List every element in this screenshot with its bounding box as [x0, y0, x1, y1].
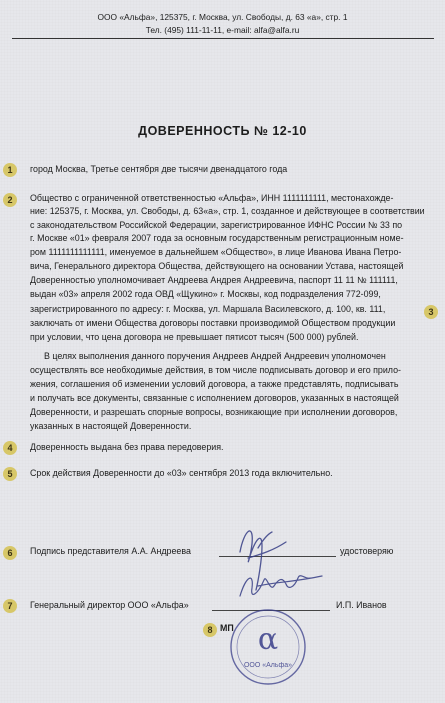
representative-signature-label: Подпись представителя А.А. Андреева	[30, 546, 191, 556]
powers-line: указанных в настоящей Доверенности.	[30, 421, 192, 431]
item-2-line: заключать от имени Общества договоры поставки производимой Обществом продукции	[30, 318, 396, 328]
letterhead-address: ООО «Альфа», 125375, г. Москва, ул. Свободы, д. 63 «а», стр. 1	[97, 12, 348, 22]
letterhead-contacts: Тел. (495) 111-11-11, e-mail: alfa@alfa.ru	[145, 25, 300, 35]
item-2-line: выдан «03» апреля 2002 года ОВД «Щукино» г. Москвы, код подразделения 772-099,	[30, 289, 381, 299]
marker-3: 3	[424, 305, 438, 319]
marker-4: 4	[3, 441, 17, 455]
document-title: ДОВЕРЕННОСТЬ № 12-10	[138, 124, 307, 138]
item-2-line: ром 1111111111111, именуемое в дальнейшем «Общество», в лице Иванова Ивана Петро-	[30, 247, 402, 257]
powers-line: осуществлять все необходимые действия, в том числе подписывать договор и его прило-	[30, 365, 401, 375]
marker-2: 2	[3, 193, 17, 207]
item-5-validity-term: Срок действия Доверенности до «03» сентября 2013 года включительно.	[30, 468, 333, 478]
item-2-line: г. Москве «01» февраля 2007 года за основным государственным регистрационным номе-	[30, 233, 404, 243]
powers-line: жения, соглашения об изменении условий договора, а также представлять, подписывать	[30, 379, 399, 389]
letterhead-rule	[12, 38, 434, 39]
item-2-line: ние: 125375, г. Москва, ул. Свободы, д. 63«а», стр. 1, созданное и действующее в соответствии	[30, 206, 425, 216]
director-title-label: Генеральный директор ООО «Альфа»	[30, 600, 189, 610]
item-2-line: при условии, что цена договора не превышает пятисот тысяч (500 000) рублей.	[30, 332, 359, 342]
seal-company-text: ООО «Альфа»	[243, 662, 293, 669]
item-2-line: вича, Генерального директора Общества, действующего на основании Устава, настоящей	[30, 261, 404, 271]
item-4-no-subdelegation: Доверенность выдана без права передоверия.	[30, 442, 224, 452]
marker-6: 6	[3, 546, 17, 560]
item-2-line: зарегистрированного по адресу: г. Москва, ул. Маршала Василевского, д. 100, кв. 111,	[30, 304, 386, 314]
powers-line: В целях выполнения данного поручения Андреев Андрей Андреевич уполномочен	[44, 351, 386, 361]
certify-word: удостоверяю	[340, 546, 394, 556]
seal-alpha-symbol: α	[257, 622, 279, 657]
marker-8: 8	[203, 623, 217, 637]
director-signature-image	[236, 566, 326, 606]
director-name: И.П. Иванов	[336, 600, 387, 610]
item-2-line: с законодательством Российской Федерации, зарегистрированное ИФНС России № 33 по	[30, 220, 403, 230]
item-2-line: Доверенностью уполномочивает Андреева Андрея Андреевича, паспорт 11 11 № 111111,	[30, 275, 398, 285]
marker-5: 5	[3, 467, 17, 481]
powers-line: Доверенности, и разрешать спорные вопросы, возникающие при исполнении договоров,	[30, 407, 398, 417]
marker-1: 1	[3, 163, 17, 177]
item-1-place-date: город Москва, Третье сентября две тысячи двенадцатого года	[30, 164, 288, 174]
company-seal-stamp	[228, 607, 308, 687]
marker-7: 7	[3, 599, 17, 613]
seal-place-mark: МП	[220, 623, 234, 633]
powers-line: и получать все документы, связанные с исполнением договоров, указанных в настоящей	[30, 393, 399, 403]
item-2-line: Общество с ограниченной ответственностью «Альфа», ИНН 1111111111, местонахожде-	[30, 193, 394, 203]
